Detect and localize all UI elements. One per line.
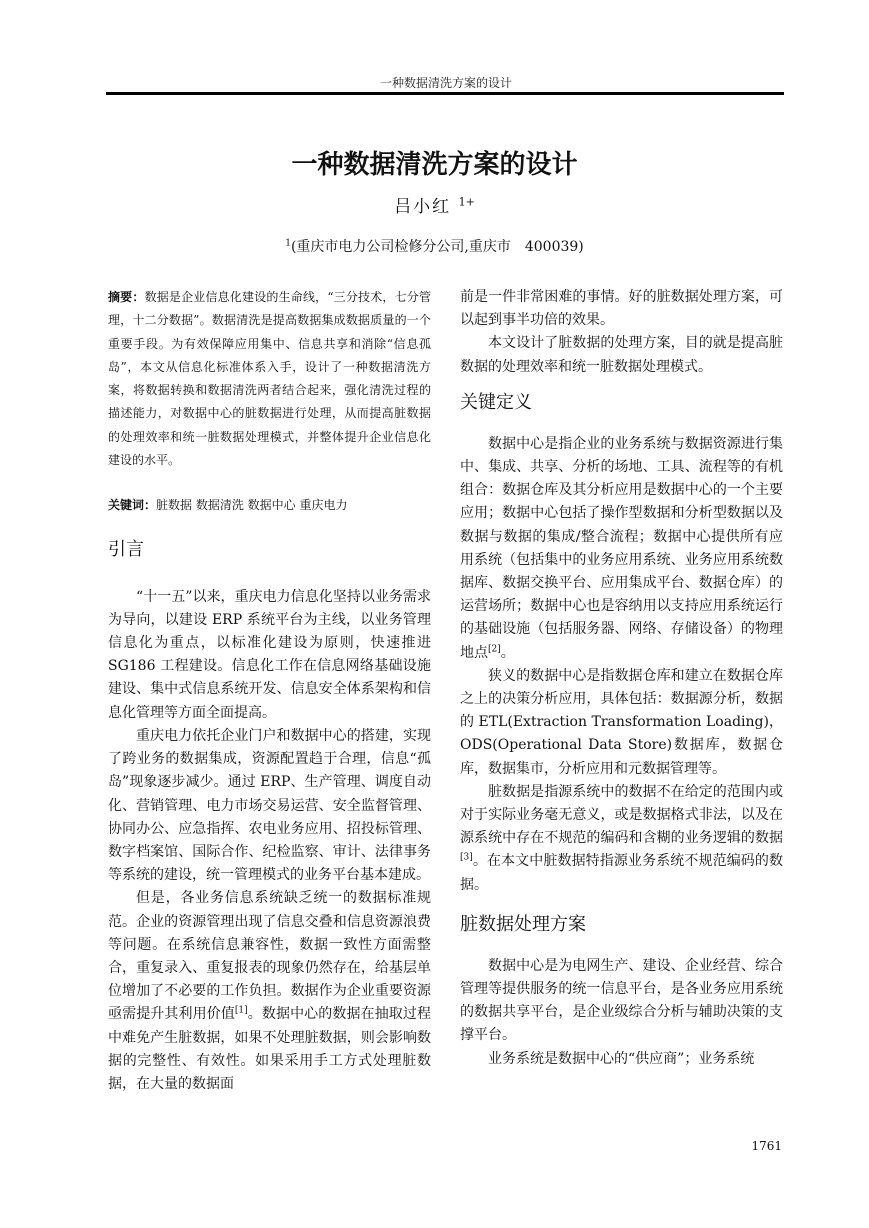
intro-paragraph-3-continued: 前是一件非常困难的事情。好的脏数据处理方案，可以起到事半功倍的效果。 bbox=[460, 289, 783, 329]
intro-p3-text-a: 但是，各业务信息系统缺乏统一的数据标准规范。企业的资源管理出现了信息交叠和信息资源浪费等问题。在系统信息兼容性，数据一致性方面需整合，重复录入、重复报表的现象仍然存在，给基层单位增加了不必要的工作负担。数据作为企业重要资源亟需提升其利用价值 bbox=[108, 890, 431, 1023]
definition-p1-end: 。 bbox=[500, 644, 515, 661]
definition-paragraph-2: 狭义的数据中心是指数据仓库和建立在数据仓库之上的决策分析应用，具体包括：数据源分析，数据的 ETL(Extraction Transformation Loading)，ODS(Operational Data Store)数据库，数据仓库，数据集市，分析应用和元数据管理等。 bbox=[460, 667, 783, 777]
plan-paragraph-1: 数据中心是为电网生产、建设、企业经营、综合管理等提供服务的统一信息平台，是各业务应用系统的数据共享平台，是企业级综合分析与辅助决策的支撑平台。 bbox=[460, 957, 783, 1044]
author-line bbox=[0, 192, 869, 217]
intro-p3-text-b: 。数据中心的数据在抽取过程中难免产生脏数据，如果不处理脏数据，则会影响数据的完整性、有效性。如果采用手工方式处理脏数据，在大量的数据面 bbox=[108, 1006, 432, 1092]
header-rule bbox=[106, 92, 784, 95]
affiliation-sup: 1 bbox=[285, 238, 291, 249]
section-heading-plan: 脏数据处理方案 bbox=[460, 913, 586, 935]
intro-paragraph-2: 重庆电力依托企业门户和数据中心的搭建，实现了跨业务的数据集成，资源配置趋于合理，信息“孤岛”现象逐步减少。通过 ERP、生产管理、调度自动化、营销管理、电力市场交易运营、安全监督管理、协同办公、应急指挥、农电业务应用、招投标管理、数字档案馆、国际合作、纪检监察、审计、法律事务等系统的建设，统一管理模式的业务平台基本建成。 bbox=[108, 727, 431, 884]
section-heading-intro: 引言 bbox=[108, 538, 144, 560]
running-head: 一种数据清洗方案的设计 bbox=[379, 76, 512, 90]
citation-ref-1[interactable]: [1] bbox=[234, 1005, 248, 1016]
definition-p1-text: 数据中心是指企业的业务系统与数据资源进行集中、集成、共享、分析的场地、工具、流程等的有机组合：数据仓库及其分析应用是数据中心的一个主要应用；数据中心包括了操作型数据和分析型数据以及数据与数据的集成/整合流程；数据中心提供所有应用系统（包括集中的业务应用系统、业务应用系统数据库、数据交换平台、应用集成平台、数据仓库）的运营场所；数据中心也是容纳用以支持应用系统运行的基础设施（包括服务器、网络、存储设备）的物理地点 bbox=[460, 435, 783, 661]
paper-title: 一种数据清洗方案的设计 bbox=[291, 150, 578, 180]
right-column bbox=[460, 286, 783, 1071]
abstract bbox=[108, 286, 431, 472]
section-heading-definition: 关键定义 bbox=[460, 391, 532, 413]
definition-p3-text-b: 。在本文中脏数据特指源业务系统不规范编码的数据。 bbox=[460, 853, 783, 893]
keywords-text: 脏数据 数据清洗 数据中心 重庆电力 bbox=[156, 498, 348, 513]
intro-paragraph-3 bbox=[108, 887, 431, 1096]
citation-ref-2[interactable]: [2] bbox=[488, 643, 501, 654]
page-number: 1761 bbox=[751, 1139, 782, 1153]
keywords bbox=[108, 494, 431, 517]
definition-p3-text-a: 脏数据是指源系统中的数据不在给定的范围内或对于实际业务毫无意义，或是数据格式非法，以及在源系统中存在不规范的编码和含糊的业务逻辑的数据 bbox=[460, 783, 783, 847]
definition-paragraph-1 bbox=[460, 433, 783, 665]
keywords-label: 关键词： bbox=[108, 498, 157, 513]
affiliation-text: (重庆市电力公司检修分公司,重庆市 400039) bbox=[290, 239, 584, 255]
abstract-text: 数据是企业信息化建设的生命线，“三分技术，七分管理，十二分数据”。数据清洗是提高数据集成数据质量的一个重要手段。为有效保障应用集中、信息共享和消除“信息孤岛”，本文从信息化标准体系入手，设计了一种数据清洗方案，将数据转换和数据清洗两者结合起来，强化清洗过程的描述能力，对数据中心的脏数据进行处理，从而提高脏数据的处理效率和统一脏数据处理模式，并整体提升企业信息化建设的水平。 bbox=[108, 290, 431, 468]
author-sup: 1+ bbox=[458, 195, 475, 209]
abstract-label: 摘要： bbox=[108, 290, 145, 304]
left-column bbox=[108, 286, 431, 1096]
author-name: 吕小红 bbox=[394, 197, 452, 217]
intro-paragraph-4: 本文设计了脏数据的处理方案，目的就是提高脏数据的处理效率和统一脏数据处理模式。 bbox=[460, 335, 783, 375]
plan-paragraph-2: 业务系统是数据中心的“供应商”；业务系统 bbox=[488, 1050, 755, 1067]
affiliation bbox=[0, 236, 869, 256]
definition-paragraph-3 bbox=[460, 781, 783, 897]
citation-ref-3[interactable]: [3] bbox=[460, 852, 473, 863]
intro-paragraph-1: “十一五”以来，重庆电力信息化坚持以业务需求为导向，以建设 ERP 系统平台为主线，以业务管理信息化为重点，以标准化建设为原则，快速推进 SG186 工程建设。信息化工作在信息网络基础设施建设、集中式信息系统开发、信息安全体系架构和信息化管理等方面全面提高。 bbox=[108, 588, 431, 721]
